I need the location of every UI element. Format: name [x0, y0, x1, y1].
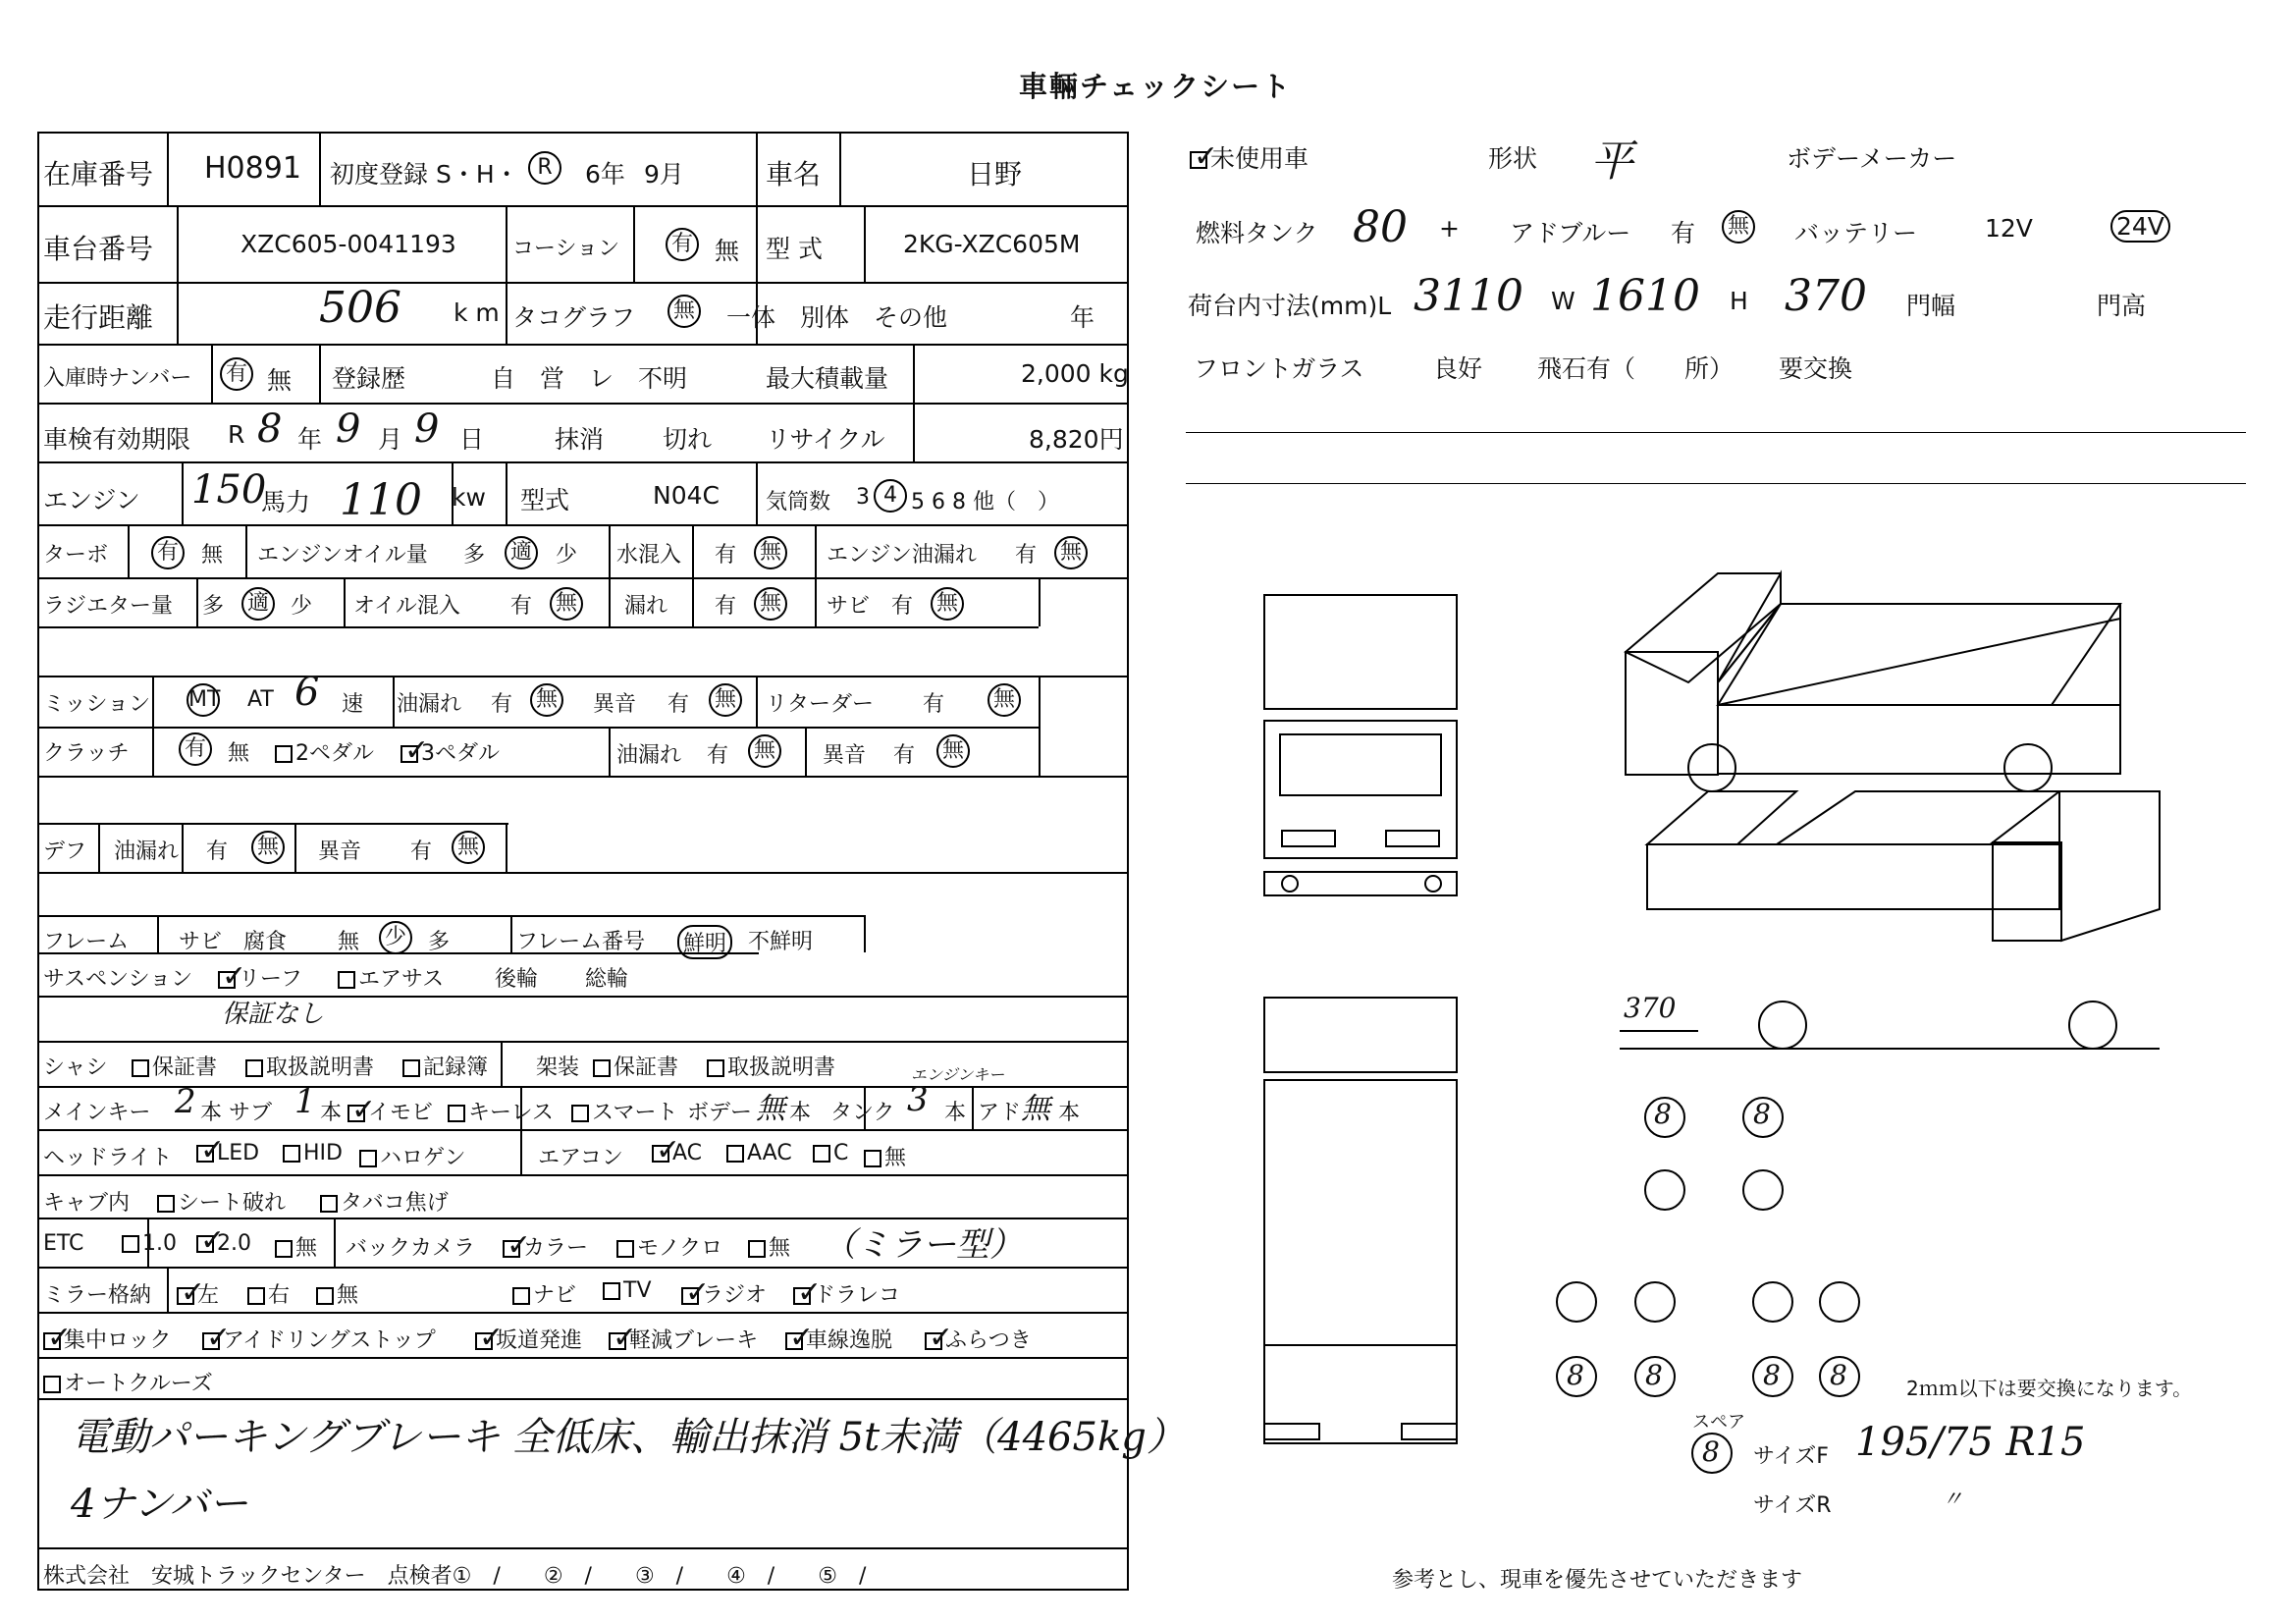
navi-label: ナビ [533, 1283, 577, 1308]
rust-no: 無 [931, 587, 964, 621]
mission-label: ミッション [43, 692, 151, 717]
clutch-label: クラッチ [43, 741, 130, 766]
brake-assist-checkbox[interactable] [609, 1332, 626, 1350]
smart-checkbox[interactable] [571, 1105, 589, 1122]
first-reg-year: 6年 [585, 160, 625, 189]
air-checkbox[interactable] [338, 971, 355, 989]
tire-size-rear-label: サイズR [1753, 1493, 1832, 1518]
notes-line1: 電動パーキングブレーキ 全低床、輸出抹消 5t未満（4465kg） [71, 1415, 1186, 1460]
engine-leak-no: 無 [1054, 536, 1088, 569]
ac-none-checkbox[interactable] [864, 1150, 881, 1167]
mission-noise-yes: 有 [667, 692, 690, 717]
ad-key-unit: 本 [1058, 1101, 1081, 1125]
tank-key-unit: 本 [944, 1101, 967, 1125]
tank-key-label: タンク [830, 1101, 895, 1125]
ac-checkbox[interactable] [652, 1145, 669, 1163]
aac-checkbox[interactable] [726, 1145, 744, 1163]
adblue-yes: 有 [1671, 219, 1696, 247]
tire-mark-rr1: 8 [1763, 1359, 1781, 1391]
inspection-m: 9 [336, 406, 361, 452]
tank-key-count: 3 [907, 1080, 929, 1119]
cylinder-label: 気筒数 [766, 490, 831, 514]
engine-kw-unit: kw [452, 483, 486, 512]
recycle-label: リサイクル [766, 425, 885, 454]
seat-checkbox[interactable] [157, 1195, 175, 1213]
mileage-value: 506 [319, 283, 401, 333]
cylinder-pre: 3 [856, 485, 870, 510]
idle-stop-checkbox[interactable] [202, 1332, 220, 1350]
pedal3-checkbox[interactable] [400, 745, 418, 763]
chassis-label: 車台番号 [43, 233, 154, 265]
tacho-year: 年 [1070, 303, 1095, 332]
mirror-right-checkbox[interactable] [247, 1287, 265, 1305]
mission-speed: 6 [294, 670, 320, 715]
idle-stop-label: アイドリングストップ [223, 1328, 436, 1353]
navi-checkbox[interactable] [512, 1287, 530, 1305]
wobble-checkbox[interactable] [925, 1332, 942, 1350]
engine-hp: 150 [191, 467, 267, 513]
shape-label: 形状 [1488, 144, 1538, 173]
clutch-leak-label: 油漏れ [616, 743, 682, 768]
mission-leak-yes: 有 [491, 692, 513, 717]
hid-checkbox[interactable] [283, 1145, 300, 1163]
unused-label: 未使用車 [1210, 144, 1309, 173]
inspection-cancel: 抹消 [555, 425, 605, 454]
water-no: 無 [754, 536, 787, 569]
tire-note: 2ｍｍ以下は要交換になります。 [1906, 1377, 2193, 1400]
battery-12v: 12V [1985, 214, 2033, 243]
headlight-label: ヘッドライト [43, 1146, 173, 1170]
body-warranty-checkbox[interactable] [593, 1059, 611, 1077]
sub-key-unit: 本 [320, 1101, 343, 1125]
truck-front-cab-top [1264, 595, 1457, 709]
caution-label: コーション [512, 237, 620, 261]
truck-top-cab [1264, 998, 1457, 1072]
chassis-manual-label: 取扱説明書 [266, 1056, 375, 1080]
oil-less: 少 [556, 543, 578, 568]
frame-number-clear: 鮮明 [677, 925, 732, 959]
cam-none-label: 無 [769, 1236, 791, 1261]
mirror-label: ミラー格納 [43, 1283, 152, 1308]
tobacco-checkbox[interactable] [320, 1195, 338, 1213]
body-key-label: ボデー [687, 1101, 753, 1125]
tv-checkbox[interactable] [603, 1282, 620, 1300]
battery-24v: 24V [2110, 210, 2170, 243]
lane-departure-label: 車線逸脱 [806, 1328, 893, 1353]
radio-label: ラジオ [702, 1283, 768, 1308]
truck-side1-cab-top [1626, 573, 1781, 682]
leak-no: 無 [754, 587, 787, 621]
lane-departure-checkbox[interactable] [785, 1332, 803, 1350]
leaf-label: リーフ [239, 967, 302, 992]
frame-label: フレーム [43, 930, 130, 954]
adblue-no: 無 [1722, 210, 1755, 244]
tire-mark-rl1: 8 [1567, 1359, 1584, 1391]
tire-size-front-label: サイズF [1753, 1444, 1829, 1469]
mileage-label: 走行距離 [43, 301, 154, 334]
diff-noise-yes: 有 [410, 839, 433, 864]
immobilizer-checkbox[interactable] [347, 1105, 365, 1122]
inspection-m-unit: 月 [378, 425, 403, 454]
ad-key-count: 無 [1021, 1092, 1050, 1126]
door-height-label: 門高 [2097, 292, 2147, 320]
tire-mark-rr2: 8 [1830, 1359, 1847, 1391]
central-lock-label: 集中ロック [64, 1328, 172, 1353]
bed-width-label: W [1551, 287, 1575, 315]
bed-height-label: H [1730, 287, 1748, 315]
dashcam-label: ドラレコ [814, 1283, 901, 1308]
mileage-unit: k m [454, 298, 500, 327]
tv-label: TV [623, 1278, 652, 1303]
bed-length: 3110 [1414, 271, 1523, 321]
hid-label: HID [303, 1141, 343, 1165]
mission-noise-no: 無 [709, 683, 742, 717]
radiator-less: 少 [291, 594, 313, 619]
main-key-count: 2 [175, 1082, 196, 1121]
shape-value: 平 [1590, 136, 1633, 187]
door-width-label: 門幅 [1906, 292, 1956, 320]
mirror-right-label: 右 [268, 1283, 291, 1308]
diff-leak-yes: 有 [206, 839, 229, 864]
retarder-yes: 有 [923, 692, 945, 717]
tobacco-label: タバコ焦げ [341, 1191, 449, 1216]
mission-leak-no: 無 [530, 683, 563, 717]
tire-size-rear: 〃 [1942, 1488, 1964, 1512]
footer-company: 株式会社 安城トラックセンター 点検者① / ② / ③ / ④ / ⑤ / [43, 1564, 867, 1589]
caution-no: 無 [715, 237, 740, 265]
etc-none-label: 無 [295, 1236, 318, 1261]
rust-yes: 有 [891, 594, 914, 619]
frame-many: 多 [428, 930, 451, 954]
maxload-value: 2,000 kg [1021, 359, 1129, 388]
leak-label: 漏れ [624, 594, 668, 619]
truck-front-cab [1264, 721, 1457, 858]
cab-label: キャブ内 [43, 1191, 131, 1216]
keyless-checkbox[interactable] [448, 1105, 465, 1122]
engine-leak-label: エンジン油漏れ [827, 543, 977, 568]
mirror-none-label: 無 [337, 1283, 359, 1308]
mission-speed-unit: 速 [342, 692, 364, 717]
chassis-record-checkbox[interactable] [402, 1059, 420, 1077]
water-label: 水混入 [616, 543, 682, 568]
cam-mono-label: モノクロ [637, 1236, 723, 1261]
frame-few: 少 [379, 921, 412, 954]
clutch-yes: 有 [179, 732, 212, 766]
windshield-good: 良好 [1433, 354, 1483, 383]
tire-mark-fl: 8 [1654, 1098, 1672, 1130]
engine-model: N04C [653, 481, 720, 510]
truck-side2-body [1647, 844, 2059, 909]
engine-kw: 110 [340, 475, 422, 525]
inspection-label: 車検有効期限 [43, 425, 191, 454]
leak-yes: 有 [715, 594, 737, 619]
truck-side2-cab [1993, 842, 2061, 941]
engine-model-label: 型式 [520, 486, 570, 514]
bed-dimension-label: 荷台内寸法(mm)L [1188, 292, 1392, 320]
hill-start-label: 坂道発進 [496, 1328, 583, 1353]
main-key-unit: 本 サブ [200, 1101, 272, 1125]
body-manual-label: 取扱説明書 [727, 1056, 836, 1080]
mission-noise-label: 異音 [593, 692, 637, 717]
immobilizer-label: イモビ [368, 1101, 434, 1125]
air-label: エアサス [358, 967, 445, 992]
mirror-left-checkbox[interactable] [177, 1287, 194, 1305]
radio-checkbox[interactable] [681, 1287, 699, 1305]
aac-label: AAC [747, 1141, 792, 1165]
inspection-y-unit: 年 [297, 425, 323, 454]
body-docs-label: 架装 [536, 1056, 580, 1080]
chassis-record-label: 記録簿 [423, 1056, 489, 1080]
tire-mark-fr: 8 [1753, 1098, 1771, 1130]
etc20-checkbox[interactable] [196, 1235, 214, 1253]
model-label: 型 式 [766, 235, 823, 263]
windshield-replace: 要交換 [1779, 354, 1853, 383]
led-checkbox[interactable] [196, 1145, 214, 1163]
reg-history-label: 登録歴 [332, 364, 406, 393]
clutch-noise-yes: 有 [893, 743, 916, 768]
tire-mark-spare: 8 [1702, 1435, 1720, 1468]
retarder-no: 無 [988, 683, 1021, 717]
suspension-label: サスペンション [43, 967, 193, 992]
clutch-leak-yes: 有 [707, 743, 729, 768]
clutch-noise-label: 異音 [823, 743, 867, 768]
engine-label: エンジン [43, 486, 140, 514]
engine-leak-yes: 有 [1015, 543, 1038, 568]
c-checkbox[interactable] [813, 1145, 830, 1163]
dashcam-checkbox[interactable] [793, 1287, 811, 1305]
pedal3-label: 3ペダル [421, 741, 500, 766]
diff-noise-no: 無 [452, 831, 485, 864]
car-name: 日野 [967, 158, 1023, 190]
inspection-d: 9 [414, 406, 440, 452]
ac-none-label: 無 [884, 1146, 907, 1170]
battery-label: バッテリー [1794, 219, 1918, 247]
ac-label: AC [672, 1141, 703, 1165]
oil-mix-no: 無 [550, 587, 583, 621]
ad-key-label: アド [978, 1101, 1022, 1125]
cylinder-post: 5 6 8 他（ ） [911, 490, 1059, 514]
plate-no: 無 [267, 366, 293, 395]
c-label: C [833, 1141, 849, 1165]
fuel-label: 燃料タンク [1196, 219, 1318, 247]
body-maker-label: ボデーメーカー [1787, 144, 1957, 173]
oil-more: 多 [463, 543, 486, 568]
brake-assist-label: 軽減ブレーキ [629, 1328, 759, 1353]
model-value: 2KG-XZC605M [903, 230, 1081, 258]
mission-at: AT [247, 687, 274, 712]
oil-mix-yes: 有 [510, 594, 533, 619]
first-reg-month: 9月 [644, 160, 684, 189]
body-key-count: 無 [756, 1092, 785, 1126]
tire-size-front: 195/75 R15 [1855, 1420, 2086, 1465]
plate-yes: 有 [220, 357, 253, 391]
cylinder-selected: 4 [874, 479, 907, 513]
rust-label: サビ [827, 594, 871, 619]
leaf-checkbox[interactable] [218, 971, 236, 989]
tacho-options: 一体 別体 その他 [726, 303, 948, 332]
tire-mark-rl2: 8 [1645, 1359, 1663, 1391]
turbo-no: 無 [201, 543, 224, 568]
smart-label: スマート [592, 1101, 678, 1125]
halogen-label: ハロゲン [380, 1146, 466, 1170]
notes-line2: 4ナンバー [71, 1482, 248, 1527]
mirror-left-label: 左 [197, 1283, 220, 1308]
central-lock-checkbox[interactable] [43, 1332, 61, 1350]
turbo-label: ターボ [43, 543, 109, 568]
tank-key-note: エンジンキー [911, 1065, 1005, 1084]
susp-rear: 後輪 [495, 967, 539, 992]
chassis-number: XZC605-0041193 [240, 230, 456, 258]
reg-history-options: 自 営 レ 不明 [491, 364, 688, 393]
cam-note: （ミラー型） [823, 1225, 1023, 1265]
body-key-unit: 本 [789, 1101, 812, 1125]
first-reg-label: 初度登録 S・H・ [330, 160, 519, 189]
pedal2-checkbox[interactable] [275, 745, 293, 763]
recycle-value: 8,820円 [1029, 425, 1124, 454]
inspection-d-unit: 日 [459, 425, 485, 454]
windshield-label: フロントガラス [1194, 354, 1364, 383]
frame-number-unclear: 不鮮明 [748, 930, 814, 954]
turbo-yes: 有 [151, 536, 185, 569]
windshield-chip: 飛石有（ 所） [1537, 354, 1735, 383]
plate-label: 入庫時ナンバー [43, 366, 192, 391]
oil-level-label: エンジンオイル量 [257, 543, 428, 568]
sub-key-count: 1 [294, 1082, 316, 1121]
led-label: LED [217, 1141, 260, 1165]
chassis-manual-checkbox[interactable] [245, 1059, 263, 1077]
chassis-docs-label: シャシ [43, 1056, 108, 1080]
tacho-none: 無 [667, 295, 701, 328]
etc10-checkbox[interactable] [122, 1235, 139, 1253]
hill-start-checkbox[interactable] [475, 1332, 493, 1350]
stock-label: 在庫番号 [43, 158, 154, 190]
bed-width: 1610 [1590, 271, 1700, 321]
truck-diagram [1247, 560, 2228, 1502]
inspection-expired: 切れ [663, 425, 713, 454]
diff-leak-label: 油漏れ [114, 839, 180, 864]
aircon-label: エアコン [538, 1146, 623, 1170]
clutch-leak-no: 無 [748, 734, 781, 768]
radiator-label: ラジエター量 [43, 594, 174, 619]
page-title: 車輛チェックシート [1019, 70, 1293, 103]
warranty-note: 保証なし [222, 1000, 325, 1029]
cam-color-label: カラー [523, 1236, 589, 1261]
caution-yes: 有 [664, 228, 701, 261]
diff-leak-no: 無 [251, 831, 285, 864]
spare-label: スペア [1692, 1412, 1745, 1433]
clutch-no: 無 [228, 741, 250, 766]
etc20-label: 2.0 [217, 1231, 251, 1256]
truck-top-body [1264, 1080, 1457, 1345]
car-name-label: 車名 [766, 158, 822, 190]
cam-none-checkbox[interactable] [748, 1240, 766, 1258]
oil-mix-label: オイル混入 [353, 594, 460, 619]
radiator-more: 多 [202, 594, 225, 619]
frame-corrosion-label: 腐食 [243, 930, 288, 954]
tacho-label: タコグラフ [512, 303, 636, 332]
stock-number: H0891 [204, 151, 301, 186]
fuel-plus: + [1439, 214, 1460, 243]
chassis-warranty-checkbox[interactable] [132, 1059, 149, 1077]
keyless-label: キーレス [468, 1101, 554, 1125]
frame-rust-label: サビ [179, 930, 223, 954]
bed-height: 370 [1785, 271, 1867, 321]
cam-mono-checkbox[interactable] [616, 1240, 634, 1258]
adblue-label: アドブルー [1510, 219, 1631, 247]
body-manual-checkbox[interactable] [707, 1059, 724, 1077]
maxload-label: 最大積載量 [766, 364, 889, 393]
inspection-y: 8 [257, 406, 283, 452]
cam-color-checkbox[interactable] [503, 1240, 520, 1258]
main-key-label: メインキー [43, 1101, 151, 1125]
mission-mt: MT [187, 683, 220, 717]
mission-leak-label: 油漏れ [397, 692, 462, 717]
cruise-checkbox[interactable] [43, 1376, 61, 1393]
unused-checkbox[interactable] [1190, 151, 1207, 169]
fuel-value: 80 [1353, 202, 1408, 252]
body-warranty-label: 保証書 [614, 1056, 679, 1080]
era-circle: R [526, 151, 563, 185]
diff-noise-label: 異音 [318, 839, 362, 864]
backcam-label: バックカメラ [346, 1236, 476, 1261]
retarder-label: リターダー [766, 692, 875, 717]
diff-label: デフ [43, 839, 87, 864]
water-yes: 有 [715, 543, 737, 568]
mirror-none-checkbox[interactable] [316, 1287, 334, 1305]
inspection-era: R [228, 420, 245, 449]
halogen-checkbox[interactable] [359, 1150, 377, 1167]
reference-note: 参考とし、現車を優先させていただきます [1392, 1568, 1803, 1593]
pedal2-label: 2ペダル [295, 741, 374, 766]
frame-number-label: フレーム番号 [516, 930, 646, 954]
oil-mid: 適 [505, 536, 538, 569]
seat-label: シート破れ [178, 1191, 287, 1216]
etc-label: ETC [43, 1231, 84, 1256]
cruise-label: オートクルーズ [64, 1372, 213, 1396]
wobble-label: ふらつき [945, 1328, 1032, 1353]
engine-hp-unit: 馬力 [261, 488, 311, 516]
radiator-mid: 適 [241, 587, 275, 621]
susp-all: 総輪 [585, 967, 629, 992]
etc10-label: 1.0 [142, 1231, 177, 1256]
chassis-warranty-label: 保証書 [152, 1056, 218, 1080]
frame-none: 無 [338, 930, 360, 954]
clutch-noise-no: 無 [936, 734, 970, 768]
etc-none-checkbox[interactable] [275, 1240, 293, 1258]
side-height-note: 370 [1624, 992, 1677, 1024]
